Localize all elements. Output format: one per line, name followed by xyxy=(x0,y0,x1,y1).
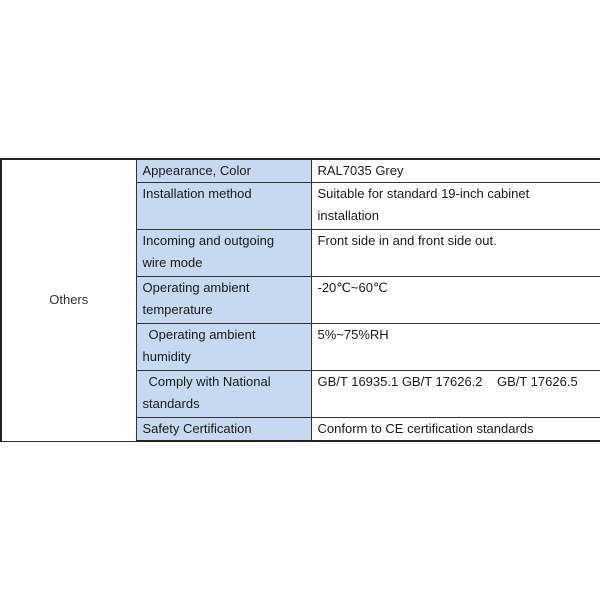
row-label-cell xyxy=(136,277,311,324)
row-value-cell xyxy=(311,418,600,442)
row-label-cell xyxy=(136,183,311,230)
row-value-line: -20℃~60℃ xyxy=(317,280,388,295)
row-value-cell xyxy=(311,324,600,371)
row-label-cell xyxy=(136,159,311,183)
row-label-cell xyxy=(136,371,311,418)
row-label-line: Incoming and outgoing xyxy=(142,233,275,248)
row-value-line: RAL7035 Grey xyxy=(317,163,404,178)
row-label-line: Operating ambient xyxy=(148,327,256,342)
row-value-cell xyxy=(311,183,600,230)
row-label-line: standards xyxy=(142,396,200,411)
row-label-line: Operating ambient xyxy=(142,280,250,295)
row-value-line: 5%~75%RH xyxy=(317,327,389,342)
spec-table xyxy=(0,158,600,442)
row-label-cell xyxy=(136,324,311,371)
group-cell xyxy=(1,159,136,441)
row-value-cell xyxy=(311,277,600,324)
group-label: Others xyxy=(49,292,89,308)
row-label-line: temperature xyxy=(142,302,213,317)
row-label-cell xyxy=(136,230,311,277)
row-label-line: Safety Certification xyxy=(142,421,252,436)
row-value-line: Front side in and front side out. xyxy=(317,233,497,248)
row-value-line: Conform to CE certification standards xyxy=(317,421,534,436)
row-label-line: Appearance, Color xyxy=(142,163,251,178)
table-row xyxy=(1,159,600,183)
row-label-line: Comply with National xyxy=(148,374,271,389)
row-value-line: Suitable for standard 19-inch cabinet xyxy=(317,186,530,201)
row-value-cell xyxy=(311,371,600,418)
row-label-line: humidity xyxy=(142,349,191,364)
row-value-line: installation xyxy=(317,208,379,223)
row-label-line: wire mode xyxy=(142,255,203,270)
row-label-line: Installation method xyxy=(142,186,252,201)
row-value-cell xyxy=(311,159,600,183)
row-value-line: GB/T 16935.1 GB/T 17626.2 GB/T 17626.5 xyxy=(317,374,578,389)
row-value-cell xyxy=(311,230,600,277)
row-label-cell xyxy=(136,418,311,442)
